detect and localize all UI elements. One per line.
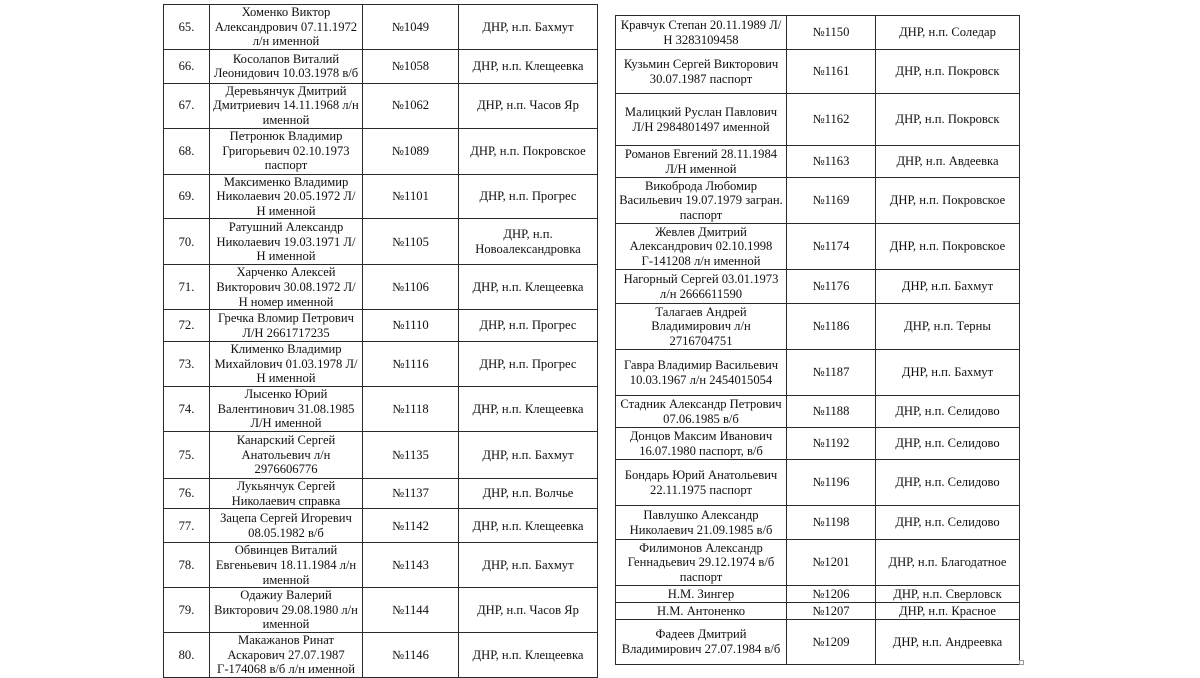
table-row	[616, 620, 1020, 665]
resize-handle-icon[interactable]	[1019, 660, 1024, 665]
table-row	[164, 479, 598, 509]
table-row	[616, 50, 1020, 94]
record-number: №1144	[363, 588, 459, 633]
table-row	[616, 428, 1020, 460]
location: ДНР, н.п. Красное	[876, 603, 1020, 620]
person-details: Стадник Александр Петрович 07.06.1985 в/б	[616, 396, 787, 428]
table-row	[164, 509, 598, 543]
person-details: Обвинцев Виталий Евгеньевич 18.11.1984 л/н именной	[210, 543, 363, 588]
row-index: 72.	[164, 310, 210, 342]
person-details: Косолапов Виталий Леонидович 10.03.1978 в/б	[210, 49, 363, 83]
location: ДНР, н.п. Прогрес	[459, 342, 598, 387]
location: ДНР, н.п. Клещеевка	[459, 632, 598, 677]
location: ДНР, н.п. Клещеевка	[459, 509, 598, 543]
row-index: 71.	[164, 265, 210, 310]
record-number: №1192	[787, 428, 876, 460]
record-number: №1118	[363, 387, 459, 432]
location: ДНР, н.п. Прогрес	[459, 310, 598, 342]
record-number: №1209	[787, 620, 876, 665]
table-row	[616, 603, 1020, 620]
table-row	[164, 588, 598, 633]
row-index: 77.	[164, 509, 210, 543]
row-index: 75.	[164, 432, 210, 479]
person-details: Зацепа Сергей Игоревич 08.05.1982 в/б	[210, 509, 363, 543]
row-index: 73.	[164, 342, 210, 387]
record-number: №1089	[363, 128, 459, 174]
person-details: Павлушко Александр Николаевич 21.09.1985 в/б	[616, 506, 787, 540]
location: ДНР, н.п. Бахмут	[459, 432, 598, 479]
record-number: №1105	[363, 219, 459, 265]
record-number: №1110	[363, 310, 459, 342]
location: ДНР, н.п. Бахмут	[459, 543, 598, 588]
record-number: №1101	[363, 174, 459, 219]
row-index: 70.	[164, 219, 210, 265]
person-details: Донцов Максим Иванович 16.07.1980 паспорт, в/б	[616, 428, 787, 460]
location: ДНР, н.п. Часов Яр	[459, 588, 598, 633]
location: ДНР, н.п. Бахмут	[459, 5, 598, 50]
location: ДНР, н.п. Покровское	[459, 128, 598, 174]
location: ДНР, н.п. Селидово	[876, 396, 1020, 428]
table-row	[616, 270, 1020, 304]
record-number: №1161	[787, 50, 876, 94]
table-row	[616, 540, 1020, 586]
person-details: Жевлев Дмитрий Александрович 02.10.1998 Г-141208 л/н именной	[616, 224, 787, 270]
person-details: Лукьянчук Сергей Николаевич справка	[210, 479, 363, 509]
record-number: №1201	[787, 540, 876, 586]
right-records-table	[615, 15, 1020, 665]
row-index: 69.	[164, 174, 210, 219]
table-row	[164, 219, 598, 265]
row-index: 78.	[164, 543, 210, 588]
person-details: Кравчук Степан 20.11.1989 Л/Н 3283109458	[616, 16, 787, 50]
table-row	[616, 350, 1020, 396]
table-row	[164, 387, 598, 432]
table-row	[164, 543, 598, 588]
table-row	[616, 224, 1020, 270]
person-details: Романов Евгений 28.11.1984 Л/Н именной	[616, 146, 787, 178]
table-row	[616, 94, 1020, 146]
location: ДНР, н.п. Селидово	[876, 460, 1020, 506]
row-index: 76.	[164, 479, 210, 509]
row-index: 67.	[164, 83, 210, 128]
location: ДНР, н.п. Покровское	[876, 224, 1020, 270]
table-row	[164, 83, 598, 128]
person-details: Малицкий Руслан Павлович Л/Н 2984801497 именной	[616, 94, 787, 146]
record-number: №1188	[787, 396, 876, 428]
record-number: №1162	[787, 94, 876, 146]
record-number: №1116	[363, 342, 459, 387]
location: ДНР, н.п. Клещеевка	[459, 265, 598, 310]
location: ДНР, н.п. Покровск	[876, 50, 1020, 94]
record-number: №1143	[363, 543, 459, 588]
person-details: Викоброда Любомир Васильевич 19.07.1979 загран. паспорт	[616, 178, 787, 224]
table-row	[616, 304, 1020, 350]
location: ДНР, н.п. Андреевка	[876, 620, 1020, 665]
person-details: Одажиу Валерий Викторович 29.08.1980 л/н именной	[210, 588, 363, 633]
row-index: 79.	[164, 588, 210, 633]
person-details: Канарский Сергей Анатольевич л/н 2976606776	[210, 432, 363, 479]
table-row	[164, 432, 598, 479]
location: ДНР, н.п. Соледар	[876, 16, 1020, 50]
location: ДНР, н.п. Авдеевка	[876, 146, 1020, 178]
table-row	[616, 586, 1020, 603]
person-details: Петронюк Владимир Григорьевич 02.10.1973 паспорт	[210, 128, 363, 174]
table-row	[164, 310, 598, 342]
record-number: №1187	[787, 350, 876, 396]
location: ДНР, н.п. Часов Яр	[459, 83, 598, 128]
record-number: №1196	[787, 460, 876, 506]
location: ДНР, н.п. Клещеевка	[459, 387, 598, 432]
person-details: Талагаев Андрей Владимирович л/н 2716704751	[616, 304, 787, 350]
record-number: №1176	[787, 270, 876, 304]
person-details: Клименко Владимир Михайлович 01.03.1978 Л/Н именной	[210, 342, 363, 387]
record-number: №1163	[787, 146, 876, 178]
person-details: Кузьмин Сергей Викторович 30.07.1987 паспорт	[616, 50, 787, 94]
person-details: Н.М. Зингер	[616, 586, 787, 603]
person-details: Н.М. Антоненко	[616, 603, 787, 620]
location: ДНР, н.п. Бахмут	[876, 350, 1020, 396]
location: ДНР, н.п. Бахмут	[876, 270, 1020, 304]
person-details: Нагорный Сергей 03.01.1973 л/н 2666611590	[616, 270, 787, 304]
location: ДНР, н.п. Клещеевка	[459, 49, 598, 83]
left-records-body	[164, 5, 598, 678]
record-number: №1174	[787, 224, 876, 270]
table-row	[164, 632, 598, 677]
location: ДНР, н.п. Волчье	[459, 479, 598, 509]
table-row	[616, 178, 1020, 224]
location: ДНР, н.п. Прогрес	[459, 174, 598, 219]
location: ДНР, н.п. Селидово	[876, 428, 1020, 460]
record-number: №1142	[363, 509, 459, 543]
row-index: 74.	[164, 387, 210, 432]
record-number: №1206	[787, 586, 876, 603]
table-row	[616, 396, 1020, 428]
table-row	[164, 342, 598, 387]
location: ДНР, н.п. Благодатное	[876, 540, 1020, 586]
table-row	[164, 265, 598, 310]
row-index: 65.	[164, 5, 210, 50]
table-row	[616, 460, 1020, 506]
table-row	[616, 506, 1020, 540]
location: ДНР, н.п. Покровское	[876, 178, 1020, 224]
person-details: Хоменко Виктор Александрович 07.11.1972 л/н именной	[210, 5, 363, 50]
person-details: Максименко Владимир Николаевич 20.05.1972 Л/Н именной	[210, 174, 363, 219]
row-index: 66.	[164, 49, 210, 83]
row-index: 80.	[164, 632, 210, 677]
person-details: Харченко Алексей Викторович 30.08.1972 Л/Н номер именной	[210, 265, 363, 310]
record-number: №1146	[363, 632, 459, 677]
table-row	[616, 146, 1020, 178]
record-number: №1106	[363, 265, 459, 310]
person-details: Лысенко Юрий Валентинович 31.08.1985 Л/Н именной	[210, 387, 363, 432]
record-number: №1198	[787, 506, 876, 540]
left-records-table	[163, 4, 598, 678]
record-number: №1186	[787, 304, 876, 350]
right-records-body	[616, 16, 1020, 665]
person-details: Бондарь Юрий Анатольевич 22.11.1975 паспорт	[616, 460, 787, 506]
record-number: №1137	[363, 479, 459, 509]
person-details: Фадеев Дмитрий Владимирович 27.07.1984 в/б	[616, 620, 787, 665]
record-number: №1058	[363, 49, 459, 83]
location: ДНР, н.п. Сверловск	[876, 586, 1020, 603]
person-details: Ратушний Александр Николаевич 19.03.1971 Л/Н именной	[210, 219, 363, 265]
table-row	[616, 16, 1020, 50]
record-number: №1049	[363, 5, 459, 50]
table-row	[164, 174, 598, 219]
person-details: Филимонов Александр Геннадьевич 29.12.1974 в/б паспорт	[616, 540, 787, 586]
person-details: Гавра Владимир Васильевич 10.03.1967 л/н 2454015054	[616, 350, 787, 396]
location: ДНР, н.п. Терны	[876, 304, 1020, 350]
person-details: Деревьянчук Дмитрий Дмитриевич 14.11.1968 л/н именной	[210, 83, 363, 128]
table-row	[164, 5, 598, 50]
row-index: 68.	[164, 128, 210, 174]
table-row	[164, 128, 598, 174]
location: ДНР, н.п. Селидово	[876, 506, 1020, 540]
person-details: Макажанов Ринат Аскарович 27.07.1987 Г-174068 в/б л/н именной	[210, 632, 363, 677]
location: ДНР, н.п. Покровск	[876, 94, 1020, 146]
record-number: №1207	[787, 603, 876, 620]
record-number: №1135	[363, 432, 459, 479]
table-row	[164, 49, 598, 83]
person-details: Гречка Вломир Петрович Л/Н 2661717235	[210, 310, 363, 342]
record-number: №1150	[787, 16, 876, 50]
record-number: №1062	[363, 83, 459, 128]
record-number: №1169	[787, 178, 876, 224]
location: ДНР, н.п. Новоалександровка	[459, 219, 598, 265]
